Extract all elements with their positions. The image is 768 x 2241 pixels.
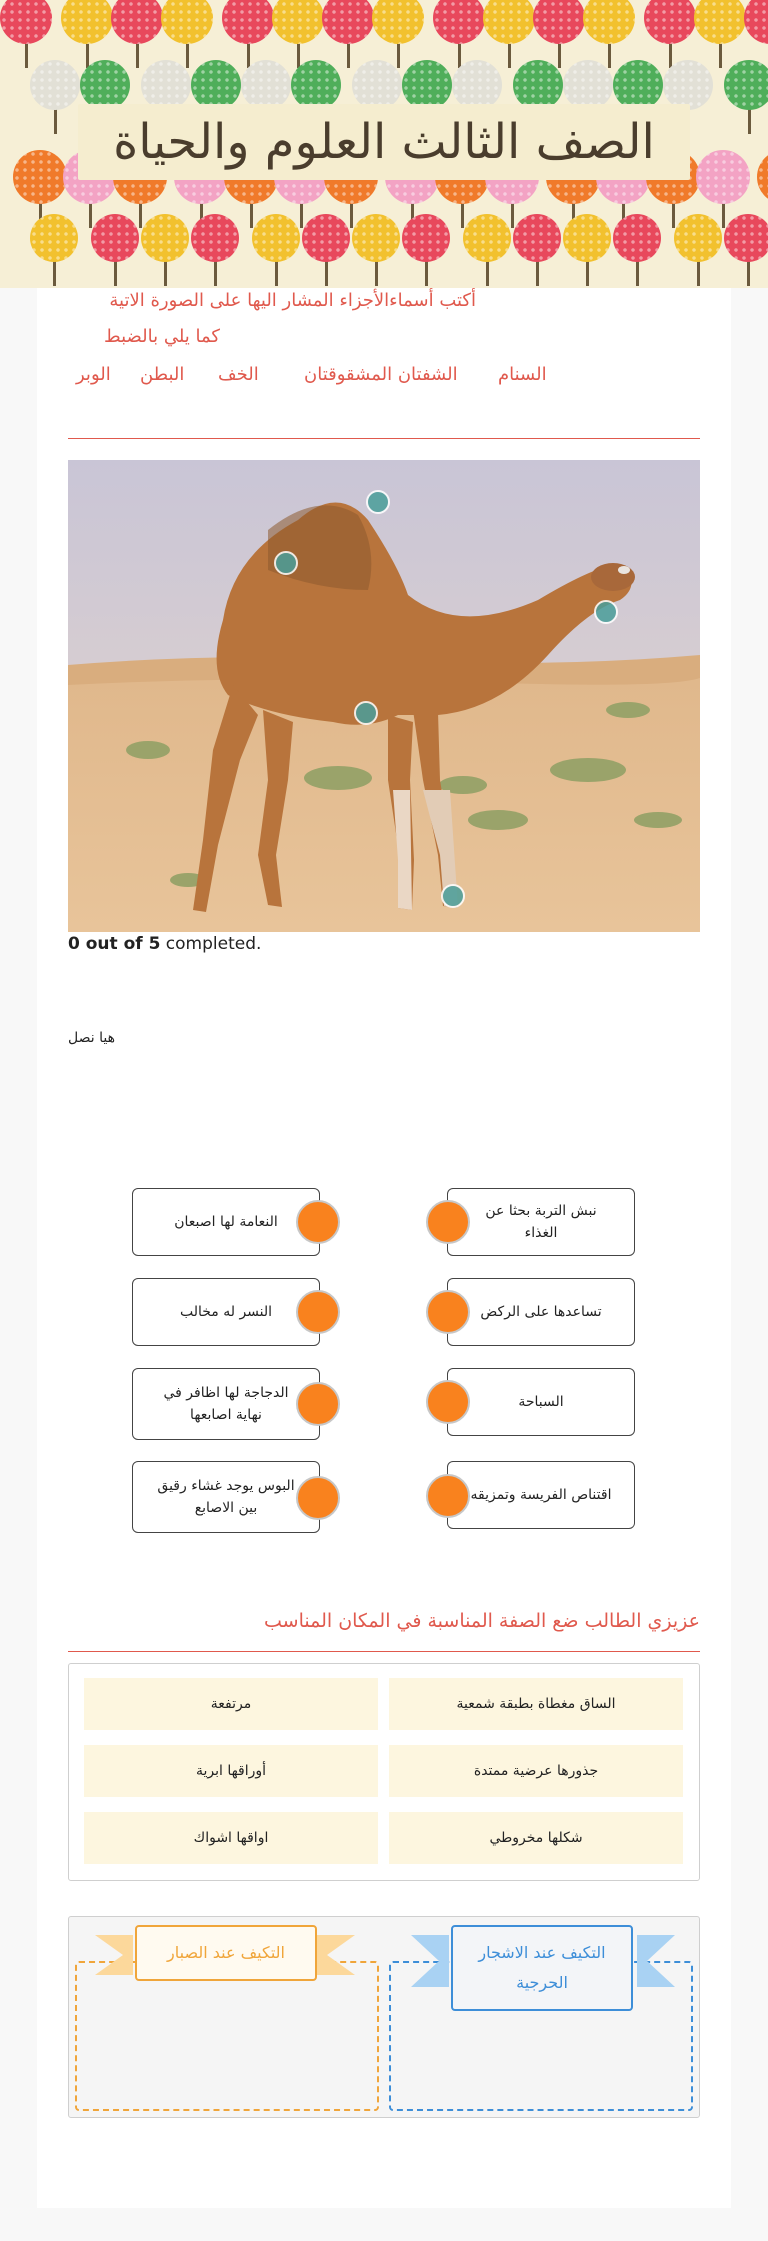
match-card-left[interactable]: النعامة لها اصبعان [132, 1188, 320, 1256]
camel-photo [68, 460, 700, 932]
tree-crown-decoration [302, 214, 350, 262]
progress-text [68, 934, 261, 954]
match-card-right[interactable]: نبش التربة بحثا عن الغذاء [447, 1188, 635, 1256]
tree-crown-decoration [644, 0, 696, 44]
match-card-left[interactable]: البوس يوجد غشاء رقيق بين الاصابع [132, 1461, 320, 1533]
ribbon-tail-icon [317, 1935, 355, 1975]
tree-crown-decoration [352, 214, 400, 262]
tree-crown-decoration [161, 0, 213, 44]
tree-crown-decoration [111, 0, 163, 44]
tree-crown-decoration [191, 214, 239, 262]
tree-crown-decoration [724, 60, 768, 110]
part-label-hump: السنام [498, 364, 547, 385]
part-label-lips: الشفتان المشقوقتان [304, 364, 458, 385]
tree-crown-decoration [191, 60, 241, 110]
tree-crown-decoration [80, 60, 130, 110]
tree-crown-decoration [452, 60, 502, 110]
sorting-targets-panel [68, 1916, 700, 2118]
tree-crown-decoration [513, 60, 563, 110]
tree-crown-decoration [30, 60, 80, 110]
tree-crown-decoration [0, 0, 52, 44]
match-card-left[interactable]: النسر له مخالب [132, 1278, 320, 1346]
tree-crown-decoration [583, 0, 635, 44]
tree-crown-decoration [613, 214, 661, 262]
tree-crown-decoration [272, 0, 324, 44]
match-card-right[interactable]: تساعدها على الركض [447, 1278, 635, 1346]
tree-crown-decoration [533, 0, 585, 44]
divider [68, 1651, 700, 1652]
match-connector-dot[interactable] [296, 1290, 340, 1334]
sort-chip[interactable]: اواقها اشواك [84, 1812, 378, 1864]
tree-crown-decoration [696, 150, 750, 204]
match-connector-dot[interactable] [296, 1476, 340, 1520]
tree-crown-decoration [563, 60, 613, 110]
tree-crown-decoration [463, 214, 511, 262]
tree-crown-decoration [252, 214, 300, 262]
instruction-line-1: أكتب أسماءالأجزاء المشار اليها على الصورة الاتية [109, 290, 476, 311]
match-connector-dot[interactable] [296, 1382, 340, 1426]
match-connector-dot[interactable] [296, 1200, 340, 1244]
ribbon-tail-icon [95, 1935, 133, 1975]
category-label-cactus: التكيف عند الصبار [135, 1925, 317, 1981]
part-label-fur: الوبر [76, 364, 111, 385]
tree-crown-decoration [61, 0, 113, 44]
drop-zone-cactus[interactable] [75, 1961, 379, 2111]
tree-crown-decoration [141, 214, 189, 262]
tree-crown-decoration [757, 150, 768, 204]
tree-crown-decoration [222, 0, 274, 44]
matching-hint: هيا نصل [68, 1030, 115, 1046]
tree-crown-decoration [674, 214, 722, 262]
sort-chip[interactable]: جذورها عرضية ممتدة [389, 1745, 683, 1797]
sort-chip[interactable]: مرتفعة [84, 1678, 378, 1730]
tree-crown-decoration [563, 214, 611, 262]
match-connector-dot[interactable] [426, 1200, 470, 1244]
tree-crown-decoration [694, 0, 746, 44]
tree-crown-decoration [433, 0, 485, 44]
part-label-belly: البطن [140, 364, 185, 385]
tree-crown-decoration [141, 60, 191, 110]
sort-chip[interactable]: شكلها مخروطي [389, 1812, 683, 1864]
tree-crown-decoration [372, 0, 424, 44]
sorting-options-panel [68, 1663, 700, 1881]
divider [68, 438, 700, 439]
ribbon-tail-icon [637, 1935, 675, 1987]
tree-crown-decoration [291, 60, 341, 110]
tree-crown-decoration [402, 214, 450, 262]
tree-crown-decoration [744, 0, 768, 44]
progress-count: 0 out of 5 [68, 934, 161, 954]
tree-crown-decoration [241, 60, 291, 110]
match-connector-dot[interactable] [426, 1290, 470, 1334]
sort-chip[interactable]: أوراقها ابرية [84, 1745, 378, 1797]
sort-chip[interactable]: الساق مغطاة بطبقة شمعية [389, 1678, 683, 1730]
tree-crown-decoration [402, 60, 452, 110]
tree-crown-decoration [91, 214, 139, 262]
page-title: الصف الثالث العلوم والحياة [113, 114, 655, 170]
ribbon-tail-icon [411, 1935, 449, 1987]
tree-crown-decoration [483, 0, 535, 44]
tree-crown-decoration [513, 214, 561, 262]
tree-crown-decoration [352, 60, 402, 110]
match-connector-dot[interactable] [426, 1474, 470, 1518]
match-card-left[interactable]: الدجاجة لها اظافر في نهاية اصابعها [132, 1368, 320, 1440]
tree-crown-decoration [663, 60, 713, 110]
sorting-title: عزيزي الطالب ضع الصفة المناسبة في المكان المناسب [264, 1610, 700, 1632]
category-label-forest-trees: التكيف عند الاشجار الحرجية [451, 1925, 633, 2011]
match-card-right[interactable]: السباحة [447, 1368, 635, 1436]
part-label-foot: الخف [218, 364, 259, 385]
match-connector-dot[interactable] [426, 1380, 470, 1424]
instruction-line-2: كما يلي بالضبط [104, 326, 220, 347]
progress-suffix: completed. [160, 934, 262, 954]
tree-crown-decoration [724, 214, 768, 262]
tree-crown-decoration [322, 0, 374, 44]
tree-crown-decoration [30, 214, 78, 262]
tree-crown-decoration [13, 150, 67, 204]
match-card-right[interactable]: اقتناص الفريسة وتمزيقه [447, 1461, 635, 1529]
tree-crown-decoration [613, 60, 663, 110]
